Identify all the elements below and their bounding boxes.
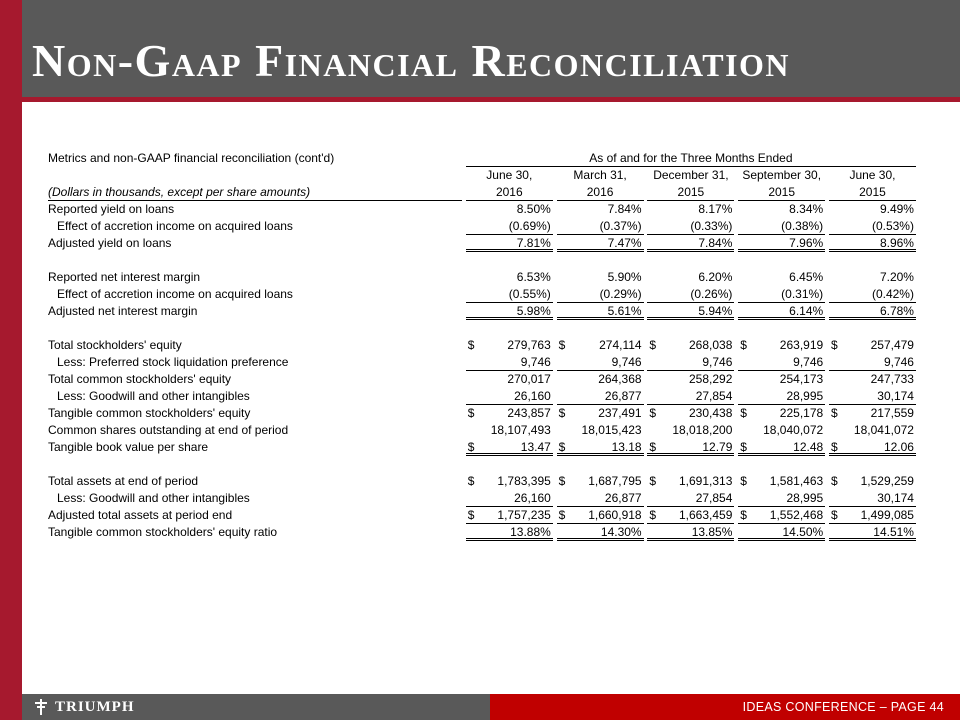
cell-value: 18,018,200 [672, 423, 733, 437]
row-value-cell [557, 439, 644, 456]
row-value-cell [557, 201, 644, 218]
row-value-cell [738, 388, 825, 405]
row-value-cell [557, 337, 644, 354]
row-value-cell [829, 201, 916, 218]
row-label: Reported net interest margin [48, 270, 201, 284]
row-value-cell [738, 286, 825, 303]
page-label: IDEAS CONFERENCE – PAGE 44 [742, 700, 944, 714]
cell-value: 264,368 [598, 372, 642, 386]
cell-value: 8.50% [516, 202, 551, 216]
row-value-cell [466, 303, 553, 320]
row-value-cell [647, 269, 734, 286]
cell-value: 6.45% [789, 270, 824, 284]
dollar-sign: $ [830, 474, 838, 488]
row-label: Adjusted total assets at period end [48, 508, 233, 522]
cell-value: 1,499,085 [860, 508, 914, 522]
row-label: Adjusted net interest margin [48, 304, 198, 318]
row-value-cell [738, 337, 825, 354]
row-value-cell [557, 371, 644, 388]
row-value-cell [829, 490, 916, 507]
row-value-cell [557, 388, 644, 405]
table-caption: Metrics and non-GAAP financial reconciliation (cont'd) [48, 151, 335, 165]
row-label: Total common stockholders' equity [48, 372, 232, 386]
row-value-cell [738, 507, 825, 524]
spacer-row [48, 252, 916, 269]
column-year: 2015 [829, 184, 916, 201]
row-value-cell [466, 286, 553, 303]
cell-value: (0.31%) [781, 287, 824, 301]
table-row [48, 405, 916, 422]
cell-value: (0.53%) [871, 219, 914, 233]
row-value-cell [557, 218, 644, 235]
row-value-cell [829, 269, 916, 286]
row-value-cell [466, 388, 553, 405]
row-value-cell [738, 473, 825, 490]
table-row [48, 201, 916, 218]
cell-value: 18,107,493 [490, 423, 551, 437]
row-value-cell [738, 218, 825, 235]
row-value-cell [466, 507, 553, 524]
table-row [48, 439, 916, 456]
brand-name: TRIUMPH [55, 698, 135, 715]
title-underline [22, 97, 960, 102]
row-value-cell [647, 371, 734, 388]
table-body [48, 201, 916, 541]
dollar-sign: $ [740, 440, 747, 454]
row-value-cell [829, 507, 916, 524]
row-value-cell [647, 354, 734, 371]
row-value-cell [829, 388, 916, 405]
cell-value: 6.14% [789, 304, 824, 318]
row-value-cell [829, 405, 916, 422]
dollar-sign: $ [558, 406, 566, 420]
row-value-cell [466, 490, 553, 507]
cell-value: 6.78% [879, 304, 914, 318]
row-value-cell [647, 218, 734, 235]
cell-value: 7.81% [516, 236, 551, 250]
cell-value: 5.61% [607, 304, 642, 318]
cell-value: 26,160 [514, 389, 551, 403]
row-value-cell [647, 422, 734, 439]
row-value-cell [466, 405, 553, 422]
empty-label-cell [48, 167, 462, 184]
cell-value: (0.38%) [781, 219, 824, 233]
row-label: Effect of accretion income on acquired loans [57, 287, 293, 301]
dollar-sign: $ [830, 406, 838, 420]
cell-value: (0.33%) [690, 219, 733, 233]
dollar-sign: $ [467, 508, 475, 522]
dollar-sign: $ [830, 508, 838, 522]
years-row [48, 184, 916, 201]
row-label: Total assets at end of period [48, 474, 199, 488]
row-label: Total stockholders' equity [48, 338, 182, 352]
row-value-cell [466, 337, 553, 354]
dollar-sign: $ [467, 406, 475, 420]
row-value-cell [557, 303, 644, 320]
row-value-cell [557, 422, 644, 439]
row-value-cell [647, 235, 734, 252]
row-value-cell [738, 201, 825, 218]
row-value-cell [557, 473, 644, 490]
title-bar [0, 0, 960, 97]
row-value-cell [466, 439, 553, 456]
row-value-cell [557, 507, 644, 524]
dollar-sign: $ [740, 508, 747, 522]
table-row [48, 371, 916, 388]
cell-value: 263,919 [779, 338, 824, 352]
table-row [48, 286, 916, 303]
cell-value: 1,529,259 [860, 474, 914, 488]
cell-value: 27,854 [695, 389, 733, 403]
row-value-cell [738, 439, 825, 456]
cell-value: 9,746 [702, 355, 733, 369]
cell-value: 7.47% [607, 236, 642, 250]
column-month: December 31, [653, 168, 729, 182]
cell-value: 1,783,395 [497, 474, 551, 488]
row-value-cell [647, 507, 734, 524]
row-value-cell [829, 218, 916, 235]
dollar-sign: $ [558, 440, 566, 454]
triumph-logo-icon [34, 699, 48, 715]
cell-value: 26,877 [604, 389, 642, 403]
row-label: Less: Goodwill and other intangibles [57, 491, 250, 505]
table-row [48, 218, 916, 235]
cell-value: 1,691,313 [679, 474, 733, 488]
dollar-sign: $ [740, 406, 747, 420]
cell-value: 6.53% [516, 270, 551, 284]
spacer-row [48, 320, 916, 337]
spacer-row [48, 456, 916, 473]
page-title: Non-Gaap Financial Reconciliation [32, 35, 791, 86]
cell-value: 18,041,072 [853, 423, 914, 437]
dollar-sign: $ [649, 440, 657, 454]
cell-value: 270,017 [507, 372, 551, 386]
cell-value: 30,174 [877, 491, 914, 505]
row-value-cell [738, 524, 825, 541]
cell-value: (0.69%) [508, 219, 551, 233]
row-value-cell [829, 303, 916, 320]
cell-value: 268,038 [689, 338, 733, 352]
cell-value: 28,995 [786, 389, 824, 403]
cell-value: 254,173 [779, 372, 824, 386]
cell-value: 279,763 [507, 338, 551, 352]
table-row [48, 473, 916, 490]
row-value-cell [647, 473, 734, 490]
dollar-sign: $ [467, 440, 475, 454]
cell-value: 9,746 [520, 355, 551, 369]
row-value-cell [829, 235, 916, 252]
row-label: Tangible book value per share [48, 440, 209, 454]
table-row [48, 388, 916, 405]
row-label: Less: Goodwill and other intangibles [57, 389, 250, 403]
row-value-cell [557, 235, 644, 252]
row-value-cell [647, 405, 734, 422]
cell-value: 217,559 [870, 406, 914, 420]
table-subcaption: (Dollars in thousands, except per share amounts) [48, 184, 462, 201]
table-row [48, 269, 916, 286]
left-accent-stripe [0, 0, 22, 720]
row-label: Tangible common stockholders' equity [48, 406, 251, 420]
row-label: Tangible common stockholders' equity ratio [48, 525, 278, 539]
row-value-cell [466, 473, 553, 490]
row-value-cell [466, 422, 553, 439]
row-value-cell [738, 490, 825, 507]
cell-value: 257,479 [870, 338, 914, 352]
table-row [48, 524, 916, 541]
row-value-cell [738, 422, 825, 439]
row-value-cell [647, 524, 734, 541]
cell-value: 18,015,423 [581, 423, 642, 437]
cell-value: 9,746 [793, 355, 824, 369]
dollar-sign: $ [467, 474, 475, 488]
cell-value: 247,733 [870, 372, 914, 386]
cell-value: 6.20% [698, 270, 733, 284]
cell-value: 258,292 [689, 372, 733, 386]
cell-value: 1,581,463 [769, 474, 824, 488]
table-row [48, 507, 916, 524]
row-value-cell [829, 286, 916, 303]
row-label: Effect of accretion income on acquired loans [57, 219, 293, 233]
cell-value: 1,663,459 [679, 508, 733, 522]
cell-value: 13.88% [510, 525, 551, 539]
row-value-cell [557, 354, 644, 371]
row-value-cell [647, 303, 734, 320]
row-value-cell [557, 286, 644, 303]
dollar-sign: $ [558, 508, 566, 522]
dollar-sign: $ [740, 338, 747, 352]
cell-value: 26,877 [604, 491, 642, 505]
cell-value: 237,491 [598, 406, 642, 420]
cell-value: 243,857 [507, 406, 551, 420]
cell-value: 1,552,468 [769, 508, 824, 522]
cell-value: 13.47 [520, 440, 551, 454]
cell-value: 13.85% [691, 525, 733, 539]
row-value-cell [738, 235, 825, 252]
row-value-cell [557, 269, 644, 286]
row-value-cell [466, 201, 553, 218]
cell-value: (0.29%) [599, 287, 642, 301]
cell-value: 28,995 [786, 491, 824, 505]
cell-value: 14.30% [600, 525, 642, 539]
dollar-sign: $ [740, 474, 747, 488]
row-label: Reported yield on loans [48, 202, 175, 216]
cell-value: 9.49% [879, 202, 914, 216]
row-value-cell [557, 405, 644, 422]
row-value-cell [738, 405, 825, 422]
table-row [48, 354, 916, 371]
cell-value: 18,040,072 [763, 423, 824, 437]
dollar-sign: $ [649, 338, 657, 352]
row-value-cell [829, 439, 916, 456]
row-value-cell [738, 269, 825, 286]
cell-value: 14.50% [782, 525, 824, 539]
table-row [48, 337, 916, 354]
table-row [48, 422, 916, 439]
caption-row [48, 150, 916, 167]
row-value-cell [647, 388, 734, 405]
cell-value: 230,438 [689, 406, 733, 420]
dollar-sign: $ [649, 474, 657, 488]
cell-value: 8.96% [879, 236, 914, 250]
row-value-cell [466, 371, 553, 388]
footer-brand [0, 694, 490, 720]
row-value-cell [466, 524, 553, 541]
cell-value: 1,660,918 [588, 508, 642, 522]
row-value-cell [647, 201, 734, 218]
row-value-cell [829, 524, 916, 541]
cell-value: (0.26%) [690, 287, 733, 301]
cell-value: 1,757,235 [497, 508, 551, 522]
financial-reconciliation-table [48, 150, 916, 541]
column-month: September 30, [742, 168, 822, 182]
cell-value: 12.06 [883, 440, 914, 454]
row-value-cell [466, 269, 553, 286]
row-value-cell [738, 303, 825, 320]
dollar-sign: $ [558, 338, 566, 352]
cell-value: 7.84% [698, 236, 733, 250]
row-value-cell [466, 235, 553, 252]
cell-value: 9,746 [883, 355, 914, 369]
period-header: As of and for the Three Months Ended [466, 150, 916, 167]
row-value-cell [738, 371, 825, 388]
cell-value: 274,114 [599, 338, 642, 352]
cell-value: 13.18 [611, 440, 642, 454]
cell-value: (0.55%) [508, 287, 551, 301]
column-year: 2016 [466, 184, 553, 201]
cell-value: 7.20% [879, 270, 914, 284]
row-value-cell [829, 371, 916, 388]
row-value-cell [738, 354, 825, 371]
cell-value: 12.79 [702, 440, 733, 454]
cell-value: 1,687,795 [588, 474, 642, 488]
row-value-cell [557, 490, 644, 507]
dollar-sign: $ [830, 338, 838, 352]
column-year: 2015 [738, 184, 825, 201]
footer-bar [0, 694, 960, 720]
dollar-sign: $ [558, 474, 566, 488]
cell-value: 27,854 [695, 491, 733, 505]
dollar-sign: $ [649, 406, 657, 420]
dollar-sign: $ [830, 440, 838, 454]
footer-page-banner [490, 694, 960, 720]
row-value-cell [829, 422, 916, 439]
row-value-cell [557, 524, 644, 541]
table-row [48, 235, 916, 252]
cell-value: 14.51% [873, 525, 914, 539]
months-row [48, 167, 916, 184]
cell-value: 7.84% [607, 202, 642, 216]
table-row [48, 490, 916, 507]
dollar-sign: $ [649, 508, 657, 522]
table-row [48, 303, 916, 320]
row-value-cell [466, 354, 553, 371]
cell-value: 5.94% [698, 304, 733, 318]
cell-value: 5.90% [607, 270, 642, 284]
row-value-cell [647, 286, 734, 303]
cell-value: 26,160 [514, 491, 551, 505]
row-value-cell [829, 354, 916, 371]
column-year: 2016 [557, 184, 644, 201]
cell-value: 12.48 [793, 440, 824, 454]
cell-value: 8.17% [698, 202, 733, 216]
column-month: June 30, [486, 168, 533, 182]
row-value-cell [829, 473, 916, 490]
column-year: 2015 [647, 184, 734, 201]
row-value-cell [829, 337, 916, 354]
row-value-cell [466, 218, 553, 235]
row-label: Common shares outstanding at end of period [48, 423, 289, 437]
cell-value: 9,746 [611, 355, 642, 369]
cell-value: 7.96% [789, 236, 824, 250]
cell-value: 5.98% [516, 304, 551, 318]
cell-value: (0.37%) [599, 219, 642, 233]
row-label: Less: Preferred stock liquidation preference [57, 355, 289, 369]
cell-value: (0.42%) [871, 287, 914, 301]
row-value-cell [647, 337, 734, 354]
column-month: June 30, [849, 168, 896, 182]
column-month: March 31, [573, 168, 627, 182]
cell-value: 8.34% [789, 202, 824, 216]
row-value-cell [647, 490, 734, 507]
dollar-sign: $ [467, 338, 475, 352]
row-label: Adjusted yield on loans [48, 236, 172, 250]
cell-value: 30,174 [877, 389, 914, 403]
row-value-cell [647, 439, 734, 456]
cell-value: 225,178 [779, 406, 824, 420]
